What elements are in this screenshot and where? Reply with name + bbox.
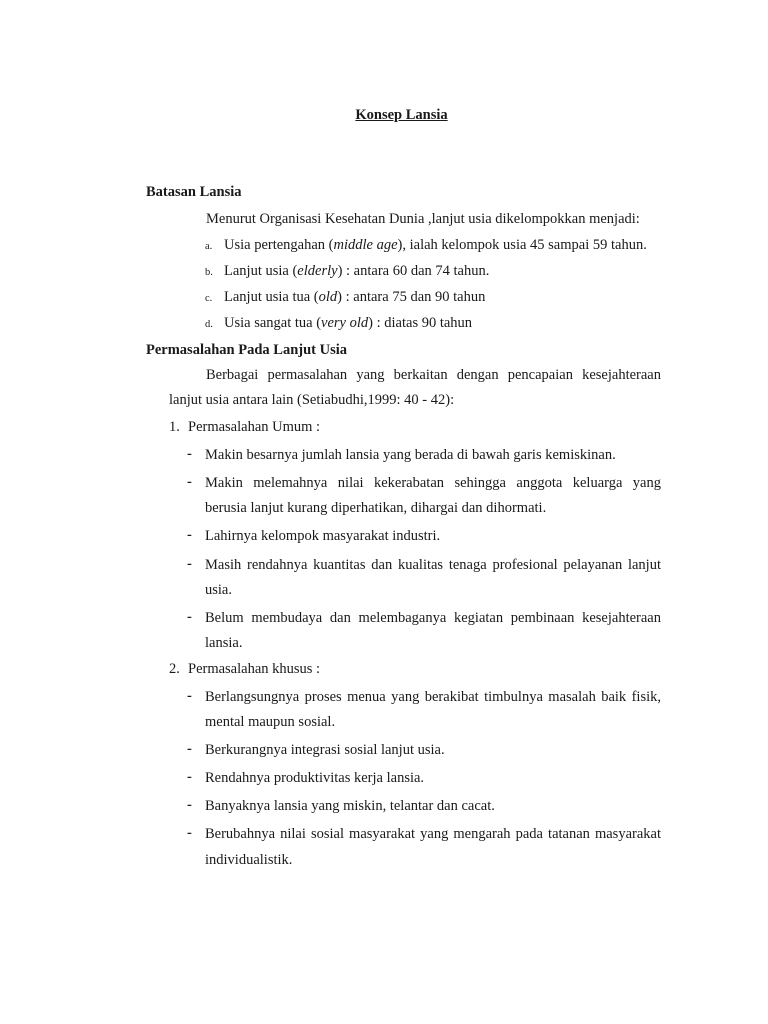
section-heading-permasalahan: Permasalahan Pada Lanjut Usia [146,342,348,358]
bullet-text: Makin besarnya jumlah lansia yang berada di bawah garis kemiskinan. [205,447,616,463]
list-marker: c. [205,293,213,304]
bullet-dash: - [187,741,192,757]
list-item: Lanjut usia (elderly) : antara 60 dan 74 tahun. [224,263,490,279]
bullet-text: Berlangsungnya proses menua yang berakibat timbulnya masalah baik fisik, [205,689,661,705]
list-item: Lanjut usia tua (old) : antara 75 dan 90 tahun [224,289,486,305]
list-marker: b. [205,267,213,278]
bullet-text-continued: berusia lanjut kurang diperhatikan, dihargai dan dihormati. [205,500,547,516]
bullet-dash: - [187,797,192,813]
bullet-dash: - [187,446,192,462]
bullet-dash: - [187,527,192,543]
group-label: Permasalahan Umum : [188,419,321,435]
group-number: 1. [169,419,180,435]
bullet-dash: - [187,556,192,572]
permasalahan-intro-line2: lanjut usia antara lain (Setiabudhi,1999: 40 - 42): [169,392,455,408]
list-marker: d. [205,319,213,330]
bullet-text: Masih rendahnya kuantitas dan kualitas tenaga profesional pelayanan lanjut [205,557,661,573]
bullet-text: Berkurangnya integrasi sosial lanjut usia. [205,742,445,758]
list-item: Usia pertengahan (middle age), ialah kelompok usia 45 sampai 59 tahun. [224,237,647,253]
bullet-text: Rendahnya produktivitas kerja lansia. [205,770,425,786]
bullet-text-continued: usia. [205,582,232,598]
bullet-text-continued: mental maupun sosial. [205,714,336,730]
bullet-dash: - [187,769,192,785]
batasan-intro: Menurut Organisasi Kesehatan Dunia ,lanjut usia dikelompokkan menjadi: [206,211,640,227]
list-marker: a. [205,241,213,252]
bullet-text: Banyaknya lansia yang miskin, telantar dan cacat. [205,798,495,814]
group-label: Permasalahan khusus : [188,661,321,677]
list-item: Usia sangat tua (very old) : diatas 90 tahun [224,315,473,331]
bullet-dash: - [187,825,192,841]
bullet-text-continued: lansia. [205,635,243,651]
bullet-dash: - [187,474,192,490]
bullet-text: Lahirnya kelompok masyarakat industri. [205,528,441,544]
bullet-text: Berubahnya nilai sosial masyarakat yang mengarah pada tatanan masyarakat [205,826,661,842]
group-number: 2. [169,661,180,677]
section-heading-batasan: Batasan Lansia [146,184,242,200]
page-title: Konsep Lansia [355,107,448,123]
permasalahan-intro-line1: Berbagai permasalahan yang berkaitan dengan pencapaian kesejahteraan [206,367,661,383]
bullet-text-continued: individualistik. [205,852,293,868]
bullet-text: Belum membudaya dan melembaganya kegiatan pembinaan kesejahteraan [205,610,661,626]
bullet-dash: - [187,609,192,625]
bullet-dash: - [187,688,192,704]
bullet-text: Makin melemahnya nilai kekerabatan sehingga anggota keluarga yang [205,475,661,491]
